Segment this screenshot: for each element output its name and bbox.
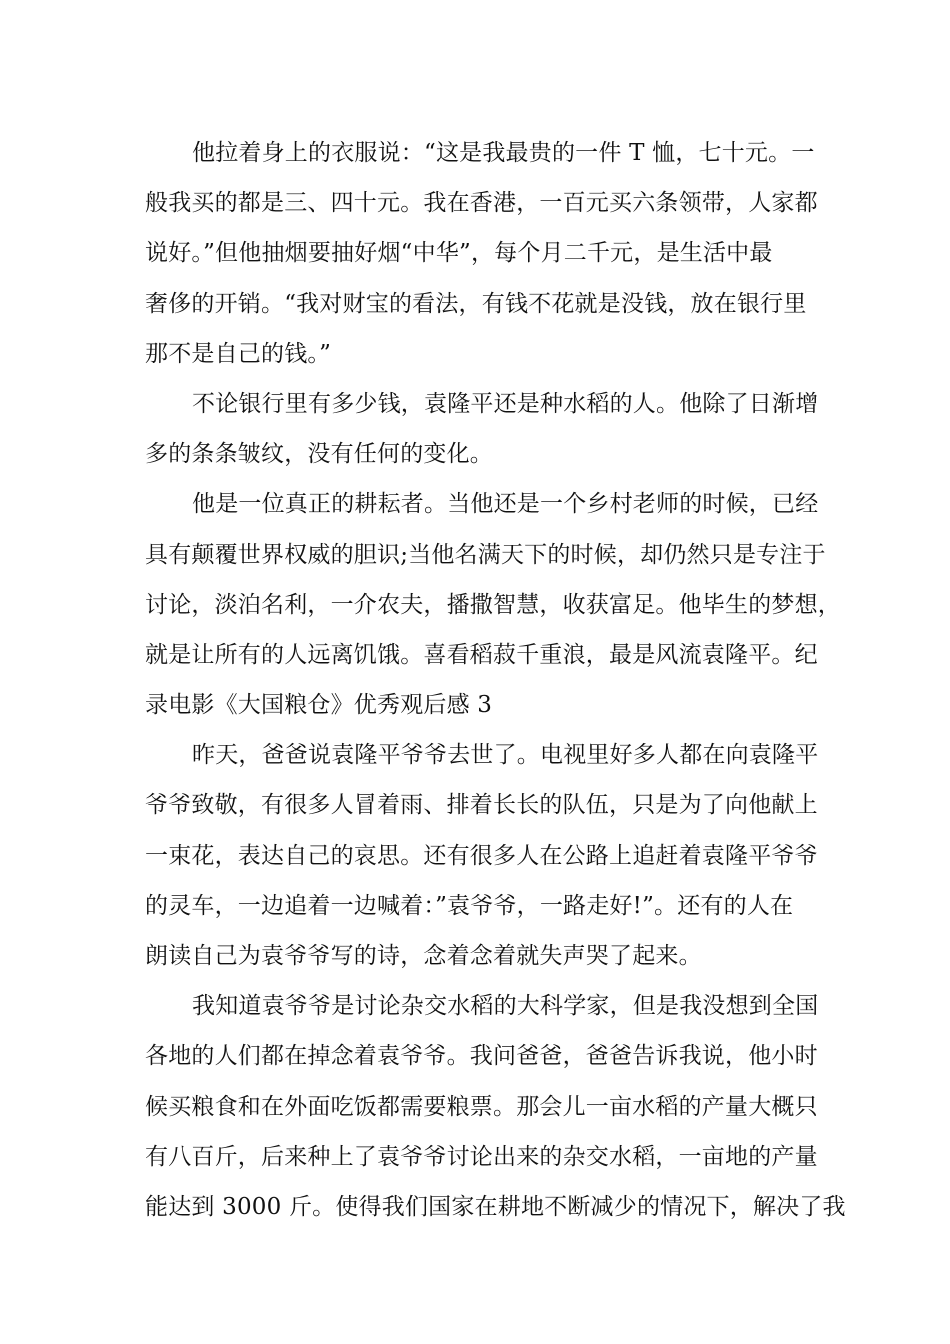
text-line: 不论银行里有多少钱，袁隆平还是种水稻的人。他除了日渐增 (192, 390, 819, 417)
text-line: 多的条条皱纹，没有任何的变化。 (145, 441, 493, 468)
text-line: 他是一位真正的耕耘者。当他还是一个乡村老师的时候，已经 (192, 491, 819, 518)
text-line: 我知道袁爷爷是讨论杂交水稻的大科学家，但是我没想到全国 (192, 993, 819, 1020)
text-line: 录电影《大国粮仓》优秀观后感 3 (145, 692, 493, 719)
text-line: 说好。”但他抽烟要抽好烟“中华”，每个月二千元，是生活中最 (145, 240, 773, 267)
text-line: 具有颠覆世界权威的胆识;当他名满天下的时候，却仍然只是专注于 (145, 541, 826, 568)
text-line: 朗读自己为袁爷爷写的诗，念着念着就失声哭了起来。 (145, 943, 702, 969)
text-line: 就是让所有的人远离饥饿。喜看稻菽千重浪，最是风流袁隆平。纪 (145, 641, 818, 668)
text-line: 他拉着身上的衣服说：“这是我最贵的一件 T 恤，七十元。一 (192, 140, 815, 166)
text-line: 各地的人们都在掉念着袁爷爷。我问爸爸，爸爸告诉我说，他小时 (145, 1043, 818, 1070)
text-line: 的灵车，一边追着一边喊着：”袁爷爷，一路走好!”。还有的人在 (145, 892, 794, 919)
text-line: 那不是自己的钱。” (145, 340, 332, 367)
text-line: 奢侈的开销。“我对财宝的看法，有钱不花就是没钱，放在银行里 (145, 290, 807, 317)
document-body (145, 133, 846, 1237)
text-line: 讨论，淡泊名利，一介农夫，播撒智慧，收获富足。他毕生的梦想， (145, 591, 841, 618)
text-line: 能达到 3000 斤。使得我们国家在耕地不断减少的情况下，解决了我 (145, 1193, 846, 1220)
text-line: 有八百斤，后来种上了袁爷爷讨论出来的杂交水稻，一亩地的产量 (145, 1143, 818, 1170)
text-line: 一束花，表达自己的哀思。还有很多人在公路上追赶着袁隆平爷爷 (145, 842, 818, 869)
text-line: 候买粮食和在外面吃饭都需要粮票。那会儿一亩水稻的产量大概只 (145, 1093, 818, 1120)
text-line: 爷爷致敬，有很多人冒着雨、排着长长的队伍，只是为了向他献上 (145, 792, 818, 819)
text-line: 昨天，爸爸说袁隆平爷爷去世了。电视里好多人都在向袁隆平 (192, 742, 819, 769)
text-line: 般我买的都是三、四十元。我在香港，一百元买六条领带，人家都 (145, 190, 818, 217)
